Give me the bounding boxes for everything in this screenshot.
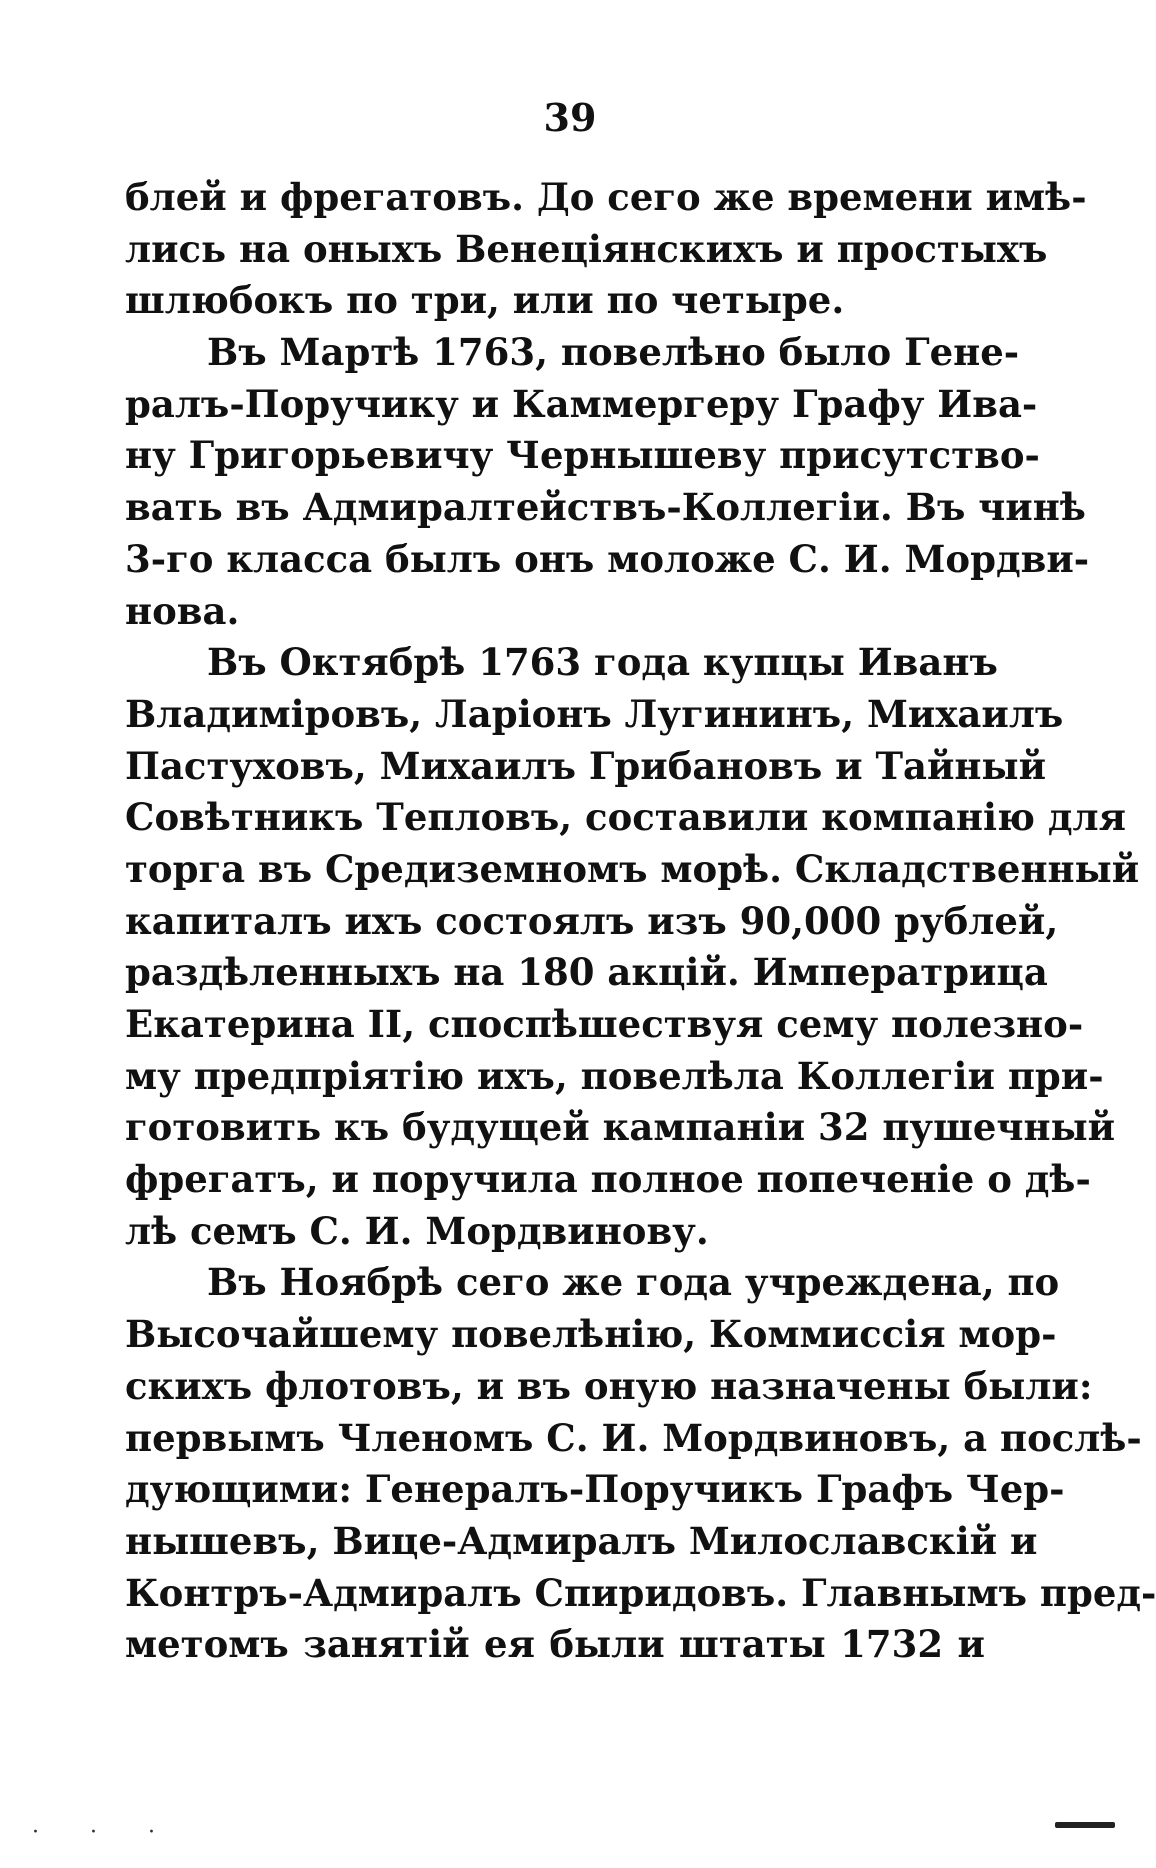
print-dots-mark: · · · bbox=[32, 1820, 177, 1845]
text-line: 3-го класса былъ онъ моложе С. И. Мордви- bbox=[125, 536, 1090, 581]
text-line: капиталъ ихъ состоялъ изъ 90,000 рублей, bbox=[125, 898, 1059, 943]
text-line: Высочайшему повелѣнію, Коммиссія мор- bbox=[125, 1312, 1057, 1357]
text-line: лись на оныхъ Венеціянскихъ и простыхъ bbox=[125, 226, 1048, 271]
text-line: му предпріятію ихъ, повелѣла Коллегіи при- bbox=[125, 1053, 1104, 1098]
text-line: торга въ Средиземномъ морѣ. Складственный bbox=[125, 846, 1140, 891]
paragraph-first-line: Въ Октябрѣ 1763 года купцы Иванъ bbox=[207, 640, 998, 685]
text-line: Совѣтникъ Тепловъ, составили компанію для bbox=[125, 795, 1126, 840]
paragraph-first-line: Въ Ноябрѣ сего же года учреждена, по bbox=[207, 1260, 1060, 1305]
text-line: метомъ занятій ея были штаты 1732 и bbox=[125, 1622, 985, 1667]
text-line: готовить къ будущей кампаніи 32 пушечный bbox=[125, 1105, 1116, 1150]
text-line: Владиміровъ, Ларіонъ Лугининъ, Михаилъ bbox=[125, 691, 1064, 736]
text-line: лѣ семъ С. И. Мордвинову. bbox=[125, 1208, 709, 1253]
text-line: раздѣленныхъ на 180 акцій. Императрица bbox=[125, 950, 1048, 995]
text-line: вать въ Адмиралтействъ-Коллегіи. Въ чинѣ bbox=[125, 485, 1086, 530]
text-line: Пастуховъ, Михаилъ Грибановъ и Тайный bbox=[125, 743, 1047, 788]
text-line: скихъ флотовъ, и въ оную назначены были: bbox=[125, 1363, 1093, 1408]
text-line: фрегатъ, и поручила полное попеченіе о дѣ- bbox=[125, 1157, 1091, 1202]
text-line: нова. bbox=[125, 588, 240, 633]
page-number: 39 bbox=[543, 95, 597, 140]
text-line: Контръ-Адмиралъ Спиридовъ. Главнымъ пред- bbox=[125, 1570, 1156, 1615]
paragraph-first-line: Въ Мартѣ 1763, повелѣно было Гене- bbox=[207, 330, 1020, 375]
text-line: первымъ Членомъ С. И. Мордвиновъ, а послѣ- bbox=[125, 1415, 1142, 1460]
text-line: ну Григорьевичу Чернышеву присутство- bbox=[125, 433, 1040, 478]
text-line: Екатерина II, споспѣшествуя сему полезно- bbox=[125, 1002, 1084, 1046]
text-line: дующими: Генералъ-Поручикъ Графъ Чер- bbox=[125, 1467, 1065, 1512]
body-text bbox=[125, 172, 1156, 1671]
text-line: шлюбокъ по три, или по четыре. bbox=[125, 278, 845, 323]
text-line: нышевъ, Вице-Адмиралъ Милославскій и bbox=[125, 1518, 1038, 1563]
print-dash-mark bbox=[1055, 1822, 1115, 1828]
text-line: ралъ-Поручику и Каммергеру Графу Ива- bbox=[125, 381, 1038, 426]
text-line: блей и фрегатовъ. До сего же времени имѣ- bbox=[125, 175, 1087, 219]
